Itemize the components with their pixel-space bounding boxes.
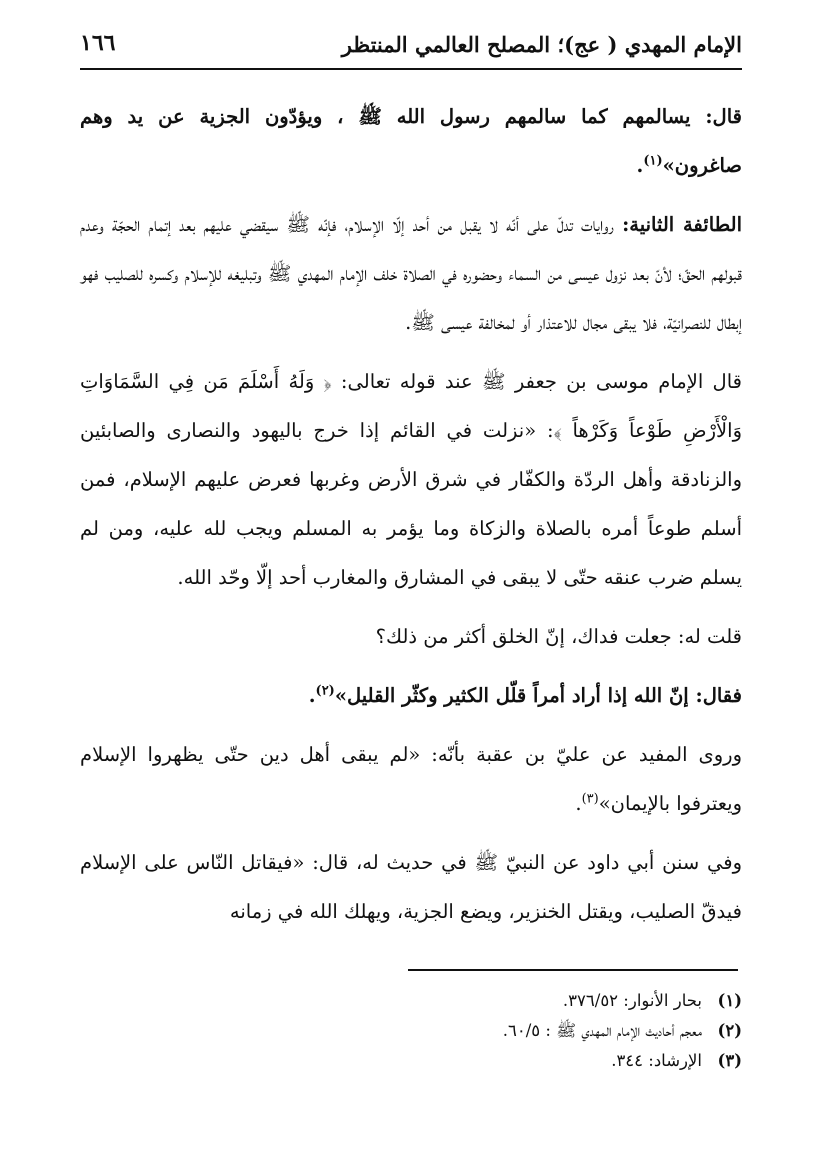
- footnote-number: (٢): [717, 1021, 742, 1040]
- header-rule: [80, 68, 742, 70]
- running-head-title: الإمام المهدي ( عج)؛ المصلح العالمي المنتظر: [341, 32, 742, 57]
- footnote-ref: (٣): [581, 791, 599, 807]
- paragraph-text: وروى المفيد عن عليّ بن عقبة بأنّه: «لم يبقى أهل دين حتّى يظهروا الإسلام ويعترفوا بالإيمان»: [80, 743, 742, 815]
- footnote-text: الإرشاد: ٣٤٤.: [611, 1051, 702, 1070]
- footnote: [80, 1046, 742, 1076]
- paragraph: [80, 200, 742, 347]
- footnote: [80, 1016, 742, 1046]
- paragraph: [80, 92, 742, 190]
- paragraph-tail: .: [575, 792, 582, 815]
- paragraph: [80, 357, 742, 602]
- paragraph-text: فقال: إنّ الله إذا أراد أمراً قلّل الكثير وكثّر القليل»: [334, 684, 742, 707]
- paragraph: [80, 612, 742, 661]
- paragraph-tail: .: [308, 684, 316, 707]
- paragraph: [80, 730, 742, 828]
- footnote-rule: [408, 969, 738, 971]
- paragraph: [80, 671, 742, 720]
- running-head: [80, 30, 742, 64]
- paragraph-text: قلت له: جعلت فداك، إنّ الخلق أكثر من ذلك؟: [375, 625, 742, 648]
- paragraph-text: وفي سنن أبي داود عن النبيّ ﷺ في حديث له، قال: «فيقاتل النّاس على الإسلام فيدقّ الصليب، ويقتل الخنزير، ويضع الجزية، ويهلك الله في زمانه: [80, 851, 742, 923]
- paragraph-text: قال الإمام موسى بن جعفر ﷺ عند قوله تعالى: ﴿ وَلَهُ أَسْلَمَ مَن فِي السَّمَاوَاتِ وَالْأَرْضِ طَوْعاً وَكَرْهاً ﴾: «نزلت في القائم إذا خرج باليهود والنصارى والصابئين والزنادقة وأهل الردّة والكفّار في شرق الأرض وغربها فعرض عليهم الإسلام، فمن أسلم طوعاً أمره بالصلاة والزكاة وما يؤمر به المسلم ويجب لله عليه، ومن لم يسلم ضرب عنقه حتّى لا يبقى في المشارق والمغارب أحد إلّا وحّد الله.: [80, 370, 742, 589]
- footnotes: [80, 986, 742, 1076]
- footnote-ref: (٢): [315, 683, 335, 699]
- footnote-number: (١): [717, 991, 742, 1010]
- footnote: [80, 986, 742, 1016]
- footnote-text: معجم أحاديث الإمام المهدي ﷺ : ٦٠/٥.: [502, 1021, 702, 1040]
- footnote-ref: (١): [643, 153, 663, 169]
- footnote-text: بحار الأنوار: ٣٧٦/٥٢.: [562, 991, 702, 1010]
- page-number: ١٦٦: [80, 30, 116, 56]
- section-lead: الطائفة الثانية:: [622, 213, 742, 236]
- paragraph-tail: .: [636, 154, 644, 177]
- footnote-number: (٣): [717, 1051, 742, 1070]
- paragraph-text: قال: يسالمهم كما سالمهم رسول الله ﷺ ، ويؤدّون الجزية عن يد وهم صاغرون»: [80, 105, 742, 177]
- main-text: [80, 92, 742, 946]
- paragraph: [80, 838, 742, 936]
- paragraph-text: روايات تدلّ على أنّه لا يقبل من أحد إلّا الإسلام، فإنّه ﷺ سيقضي عليهم بعد إتمام الحجّة وعدم قبولهم الحقّ؛ لأنّ بعد نزول عيسى من السماء وحضوره في الصلاة خلف الإمام المهدي ﷺ وتبليغه للإسلام وكسره للصليب فهو إبطال للنصرانيّة، فلا يبقى مجال للاعتذار أو لمخالفة عيسى ﷺ.: [80, 213, 742, 334]
